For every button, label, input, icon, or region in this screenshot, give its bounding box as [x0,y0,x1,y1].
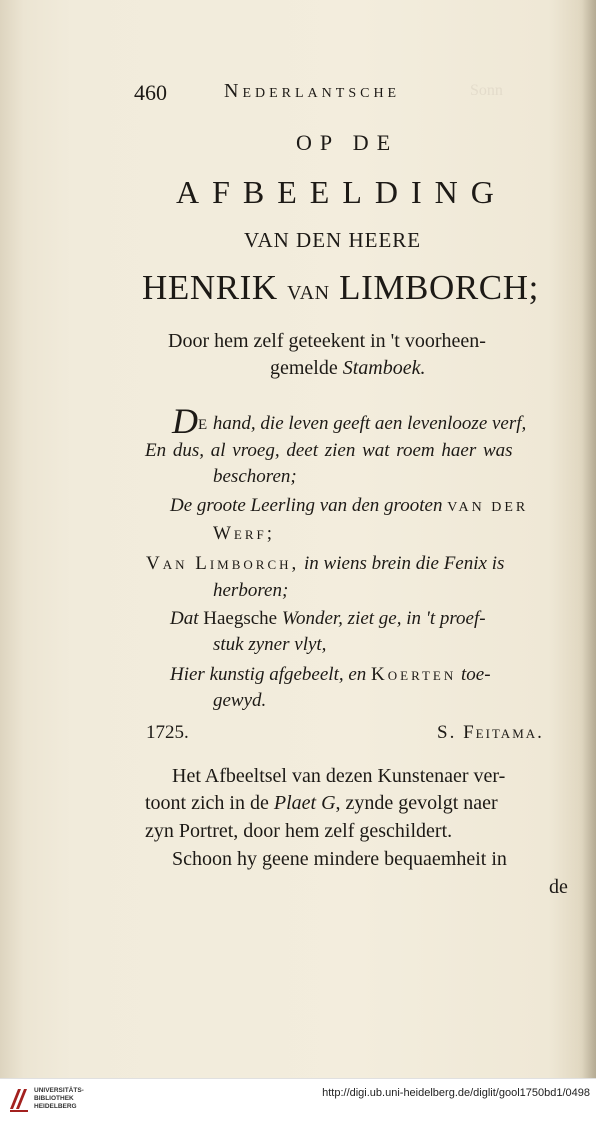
subtitle-line-2 [270,357,426,380]
library-name: UNIVERSITÄTS- BIBLIOTHEK HEIDELBERG [34,1087,84,1110]
title-afbeelding: AFBEELDING [176,174,507,210]
poem-line-4 [170,495,528,517]
poem-signature: S. Feitama. [437,722,544,743]
prose-line-1: Het Afbeeltsel van dezen Kunstenaer ver- [172,765,506,787]
poem-line-2: En dus, al vroeg, deet zien wat roem haer was [145,440,513,461]
library-logo-icon [8,1085,30,1113]
poem-smallcaps: Koerten [371,664,457,685]
prose-text: toont zich in de [145,792,274,814]
bleed-through-text: Sonn [470,82,503,99]
title-name [142,268,539,308]
library-logo-text [34,1087,84,1111]
prose-line-4: Schoon hy geene mindere bequaemheit in [172,848,507,870]
prose-plaet: Plaet G [273,792,336,814]
poem-line-6 [146,553,504,575]
poem-text: hand, die leven geeft aen levenlooze verf, [208,413,527,434]
poem-line-10 [170,664,491,686]
subtitle-stamboek: Stamboek. [342,357,426,379]
poem-text-roman: Haegsche [203,608,282,629]
drop-cap: D [172,401,198,441]
source-url-link[interactable]: http://digi.ub.uni-heidelberg.de/diglit/gool1750bd1/0498 [322,1087,590,1099]
title-name-first: HENRIK [142,268,288,307]
prose-line-2 [145,792,498,815]
poem-line-3: beschoren; [213,466,297,487]
poem-text: in wiens brein die Fenix is [299,553,505,574]
poem-year: 1725. [146,722,189,743]
poem-line-1 [172,400,526,442]
poem-text: De groote Leerling van den grooten [170,495,448,516]
poem-line-11: gewyd. [213,690,267,711]
poem-text: Dat [170,608,204,629]
poem-smallcaps: E [198,417,209,433]
title-name-last: LIMBORCH; [329,268,539,307]
poem-text: , ziet ge, in 't proef- [338,608,486,629]
poem-line-8 [170,608,486,630]
poem-line-9: stuk zyner vlyt, [213,634,327,655]
poem-smallcaps: VAN DER [447,500,529,515]
subtitle-line-1: Door hem zelf geteekent in 't voorheen- [168,330,486,352]
prose-line-3: zyn Portret, door hem zelf geschildert. [145,820,453,842]
title-name-van: van [287,275,330,306]
poem-text: Hier kunstig afgebeelt, en [170,664,372,685]
viewer-footer [0,1078,596,1121]
page-edge-shadow [582,0,596,1078]
poem-line-7: herboren; [213,580,289,601]
poem-line-5: Werf; [213,523,276,544]
subtitle-text: gemelde [270,357,343,379]
poem-text: toe- [456,664,491,685]
prose-text: , zynde gevolgt naer [335,792,498,814]
title-line-op-de: OP DE [296,130,399,155]
running-title: Nederlantsche [224,80,401,102]
catchword: de [549,876,568,898]
page-number: 460 [134,80,167,105]
title-van-den-heere: VAN DEN HEERE [244,228,422,252]
poem-text: Wonder [281,608,339,629]
poem-smallcaps: Van Limborch, [146,553,300,574]
